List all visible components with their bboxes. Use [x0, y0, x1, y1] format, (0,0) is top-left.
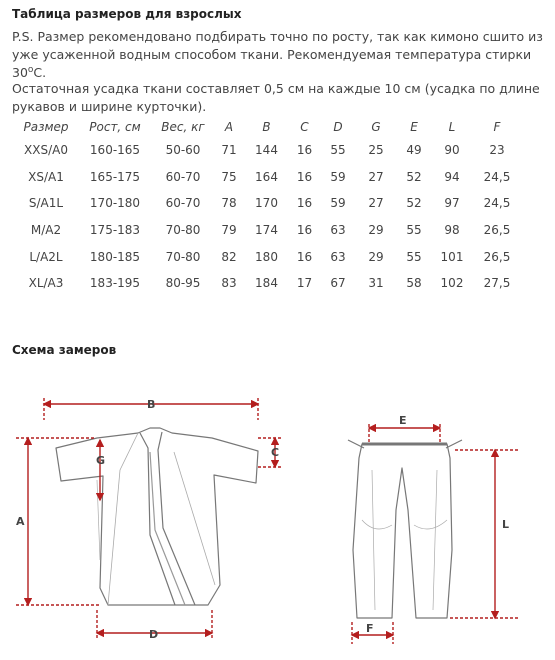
table-cell: 160-165 [89, 143, 141, 158]
temperature-unit: С. [33, 65, 47, 80]
table-cell: 97 [444, 196, 460, 211]
col-header-e: E [410, 120, 418, 134]
table-cell: 63 [330, 223, 346, 238]
table-row [14, 164, 522, 191]
label-g: G [96, 454, 106, 467]
table-cell: 27,5 [483, 276, 511, 291]
table-cell: 16 [296, 143, 313, 158]
col-header-c: C [300, 120, 309, 134]
table-cell: XXS/A0 [24, 143, 68, 158]
table-cell: 26,5 [483, 223, 511, 238]
table-cell: 24,5 [483, 196, 511, 211]
col-header-l: L [448, 120, 456, 134]
col-header-height: Рост, см [89, 120, 141, 134]
size-table [14, 117, 522, 297]
table-cell: 55 [330, 143, 346, 158]
table-cell: 170 [255, 196, 278, 211]
table-cell: 27 [368, 169, 384, 184]
table-cell: 164 [255, 169, 278, 184]
table-cell: 180 [255, 249, 278, 264]
table-cell: 180-185 [89, 249, 141, 264]
table-cell: 27 [368, 196, 384, 211]
col-header-f: F [493, 120, 501, 134]
label-c: C [271, 446, 280, 459]
table-cell: 175-183 [89, 223, 141, 238]
label-l: L [502, 518, 510, 531]
table-cell: 70-80 [165, 223, 201, 238]
table-cell: L/A2L [29, 249, 63, 264]
table-row [14, 270, 522, 297]
table-cell: 55 [406, 249, 422, 264]
table-cell: 82 [221, 249, 237, 264]
table-cell: 58 [406, 276, 422, 291]
degree-sign: o [27, 64, 34, 75]
table-cell: 184 [255, 276, 278, 291]
table-cell: 102 [440, 276, 464, 291]
table-cell: 98 [444, 223, 460, 238]
table-cell: 52 [406, 196, 422, 211]
table-cell: 16 [296, 196, 313, 211]
table-cell: 63 [330, 249, 346, 264]
size-advice-note [12, 28, 547, 82]
table-cell: 90 [444, 143, 460, 158]
table-cell: 26,5 [483, 249, 511, 264]
table-cell: 78 [221, 196, 237, 211]
table-cell: 24,5 [483, 169, 511, 184]
table-cell: 31 [368, 276, 384, 291]
table-cell: 25 [368, 143, 384, 158]
label-b: B [147, 398, 156, 411]
table-cell: 50-60 [165, 143, 201, 158]
col-header-weight: Вес, кг [161, 120, 205, 134]
table-cell: 29 [368, 249, 384, 264]
table-row [14, 137, 522, 164]
table-cell: 60-70 [165, 169, 201, 184]
table-cell: 17 [296, 276, 313, 291]
label-d: D [149, 628, 159, 641]
table-cell: 83 [221, 276, 237, 291]
table-cell: 52 [406, 169, 422, 184]
table-cell: 183-195 [89, 276, 141, 291]
col-header-b: B [262, 120, 271, 134]
table-cell: 60-70 [165, 196, 201, 211]
table-cell: 101 [440, 249, 464, 264]
table-row [14, 243, 522, 270]
table-cell: 29 [368, 223, 384, 238]
table-cell: 16 [296, 169, 313, 184]
measurement-diagram [0, 360, 555, 660]
table-cell: 94 [444, 169, 460, 184]
table-cell: 55 [406, 223, 422, 238]
table-cell: 16 [296, 249, 313, 264]
kimono-pants-outline [348, 440, 462, 618]
table-cell: 79 [221, 223, 237, 238]
col-header-d: D [333, 120, 343, 134]
table-cell: XL/A3 [28, 276, 64, 291]
label-f: F [366, 622, 374, 635]
table-cell: 70-80 [165, 249, 201, 264]
col-header-g: G [371, 120, 381, 134]
table-cell: 67 [330, 276, 346, 291]
table-cell: 170-180 [89, 196, 141, 211]
table-row [14, 217, 522, 244]
table-cell: 165-175 [89, 169, 141, 184]
table-cell: 59 [330, 169, 346, 184]
size-advice-text: P.S. Размер рекомендовано подбирать точно по росту, так как кимоно сшито из уже усаженной водным способом ткани. Рекомендуемая температура стирки 30 [12, 29, 543, 80]
table-cell: XS/A1 [28, 169, 64, 184]
table-cell: 71 [221, 143, 237, 158]
col-header-size: Размер [23, 120, 69, 134]
kimono-jacket-outline [56, 428, 258, 605]
table-cell: 144 [255, 143, 278, 158]
label-e: E [399, 414, 407, 427]
measurement-schema-title: Схема замеров [12, 343, 117, 357]
label-a: A [16, 515, 25, 528]
table-cell: S/A1L [28, 196, 64, 211]
size-table-header-row [14, 117, 522, 137]
table-cell: 59 [330, 196, 346, 211]
table-cell: M/A2 [30, 223, 62, 238]
table-cell: 174 [255, 223, 278, 238]
table-cell: 23 [489, 143, 505, 158]
table-row [14, 190, 522, 217]
col-header-a: A [224, 120, 234, 134]
table-cell: 75 [221, 169, 237, 184]
table-cell: 16 [296, 223, 313, 238]
shrinkage-note: Остаточная усадка ткани составляет 0,5 см на каждые 10 см (усадка по длине рукавов и ширине курточки). [12, 81, 540, 114]
page-title: Таблица размеров для взрослых [12, 7, 242, 21]
table-cell: 49 [406, 143, 422, 158]
table-cell: 80-95 [165, 276, 201, 291]
